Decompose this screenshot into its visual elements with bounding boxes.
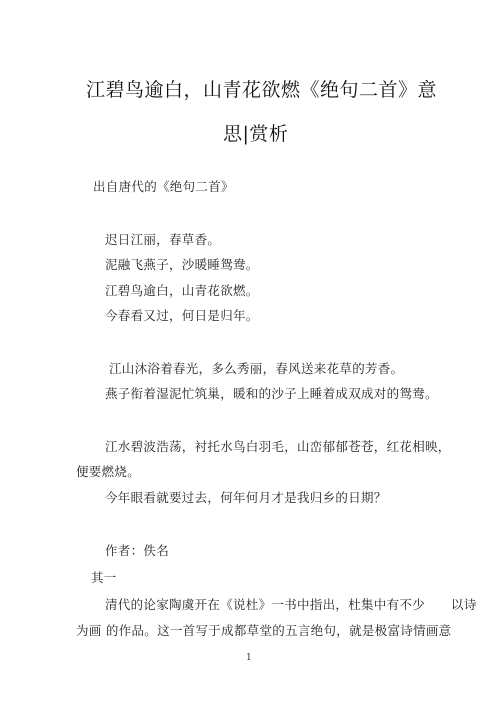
translation-line-1: 江山沐浴着春光，多么秀丽，春风送来花草的芳香。 xyxy=(109,361,404,376)
translation-line-5: 今年眼看就要过去，何年何月才是我归乡的日期？ xyxy=(105,490,387,505)
page-number: 1 xyxy=(246,653,252,663)
analysis-line-1-part-b: 以诗 xyxy=(451,597,477,612)
poem-line-3: 江碧鸟逾白，山青花欲燃。 xyxy=(105,283,259,298)
author-line: 作者：佚名 xyxy=(105,543,170,558)
analysis-line-2: 为画 的作品。这一首写于成都草堂的五言绝句，就是极富诗情画意 xyxy=(76,623,452,638)
source-line: 出自唐代的《绝句二首》 xyxy=(93,179,234,194)
translation-line-2: 燕子衔着湿泥忙筑巢，暖和的沙子上睡着成双成对的鸳鸯。 xyxy=(105,386,438,401)
translation-line-4: 便要燃烧。 xyxy=(76,464,141,479)
analysis-line-1-part-a: 清代的论家陶虞开在《说杜》一书中指出，杜集中有不少 xyxy=(105,597,426,612)
poem-line-1: 迟日江丽，春草香。 xyxy=(105,232,221,247)
document-title-continued: 思|赏析 xyxy=(223,123,289,145)
document-title: 江碧鸟逾白，山青花欲燃《绝句二首》意 xyxy=(86,79,438,101)
section-heading: 其一 xyxy=(91,570,117,585)
poem-line-4: 今春看又过，何日是归年。 xyxy=(105,308,259,323)
poem-line-2: 泥融飞燕子，沙暖睡鸳鸯。 xyxy=(105,257,259,272)
analysis-line-1 xyxy=(105,595,477,613)
translation-line-3: 江水碧波浩荡，衬托水鸟白羽毛，山峦郁郁苍苍，红花相映， xyxy=(105,439,451,454)
